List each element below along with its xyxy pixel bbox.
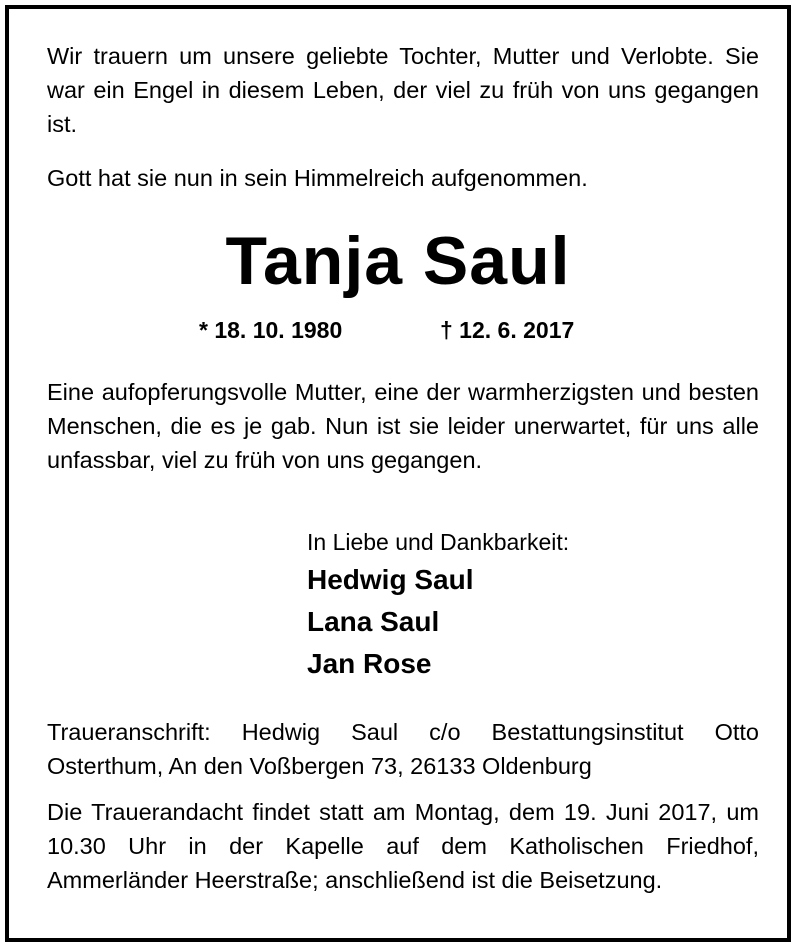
mourner-name: Jan Rose <box>307 648 432 679</box>
service-paragraph: Die Trauerandacht findet statt am Montag, dem 19. Juni 2017, um 10.30 Uhr in der Kapelle auf dem Katholischen Friedhof, Ammerländer Heerstraße; anschließend ist die Beisetzung. <box>47 799 759 893</box>
faith-line: Gott hat sie nun in sein Himmelreich aufgenommen. <box>47 165 588 191</box>
closing-line: In Liebe und Dankbarkeit: <box>307 529 570 555</box>
mourner-name: Lana Saul <box>307 606 440 637</box>
obituary-notice <box>5 5 791 942</box>
death-date: † 12. 6. 2017 <box>440 317 575 343</box>
deceased-name: Tanja Saul <box>225 223 571 299</box>
tribute-paragraph: Eine aufopferungsvolle Mutter, eine der warmherzigsten und besten Menschen, die es je gab. Nun ist sie leider unerwartet, für uns alle unfassbar, viel zu früh von uns gegangen. <box>47 379 759 473</box>
address-paragraph: Traueranschrift: Hedwig Saul c/o Bestattungsinstitut Otto Osterthum, An den Voßbergen 73, 26133 Oldenburg <box>47 719 759 779</box>
intro-paragraph: Wir trauern um unsere geliebte Tochter, Mutter und Verlobte. Sie war ein Engel in diesem Leben, der viel zu früh von uns gegangen ist. <box>47 43 759 137</box>
birth-date: * 18. 10. 1980 <box>199 317 343 343</box>
mourner-name: Hedwig Saul <box>307 564 474 595</box>
